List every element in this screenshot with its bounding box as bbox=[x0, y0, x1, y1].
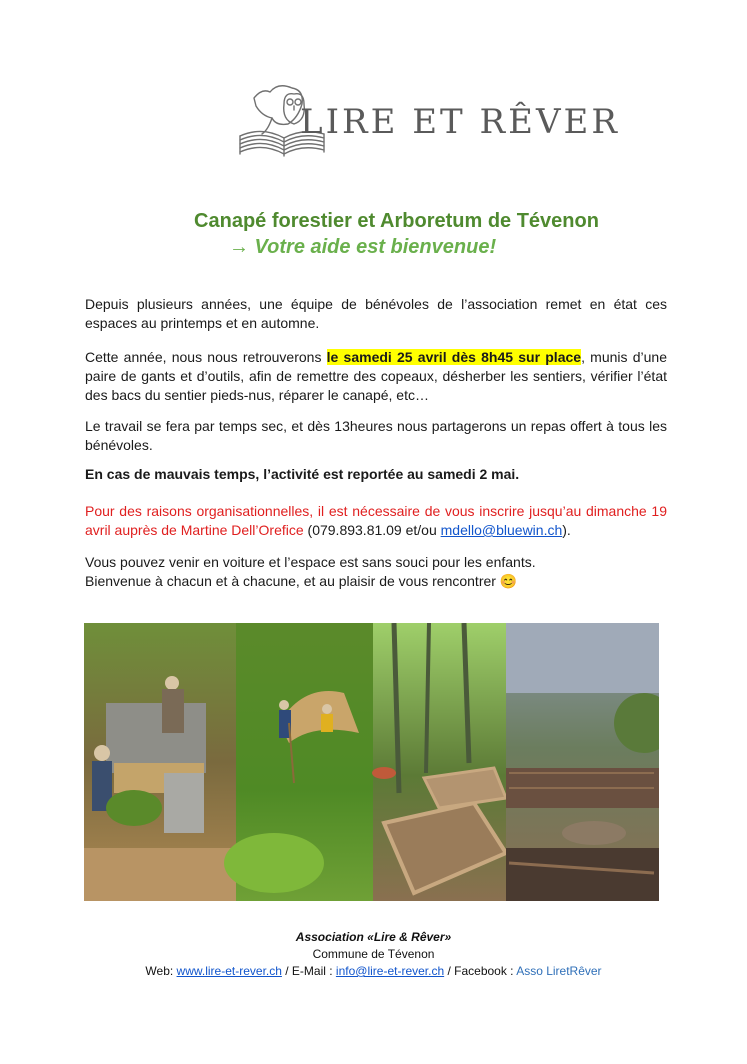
registration-phone: (079.893.81.09 et/ou bbox=[303, 522, 441, 538]
footer-association: Association «Lire & Rêver» bbox=[295, 930, 452, 944]
title-line2: → Votre aide est bienvenue! bbox=[229, 236, 497, 258]
registration-text: Pour des raisons organisationnelles, il est nécessaire de vous inscrire jusqu’au dimanche 19 avril auprès de Martine Dell’Orefice bbox=[85, 503, 667, 538]
registration-email-link[interactable]: mdello@bluewin.ch bbox=[440, 522, 563, 538]
welcome-line2 bbox=[85, 572, 667, 591]
page-title bbox=[0, 210, 747, 233]
registration-end: ). bbox=[562, 522, 571, 538]
welcome-line2-text: Bienvenue à chacun et à chacune, et au plaisir de vous rencontrer bbox=[85, 573, 496, 589]
paragraph-intro: Depuis plusieurs années, une équipe de bénévoles de l’association remet en état ces espaces au printemps et en automne. bbox=[85, 296, 667, 331]
footer-web-label: Web: bbox=[145, 964, 177, 978]
footer-web-link[interactable]: www.lire-et-rever.ch bbox=[176, 964, 282, 978]
photo-path bbox=[224, 623, 373, 901]
welcome-line1: Vous pouvez venir en voiture et l’espace est sans souci pour les enfants. bbox=[85, 554, 536, 570]
photo-forest-bins bbox=[372, 623, 506, 901]
paragraph-welcome bbox=[85, 553, 667, 591]
footer-facebook-link[interactable]: Asso LiretRêver bbox=[516, 964, 602, 978]
paragraph-meal: Le travail se fera par temps sec, et dès 13heures nous partagerons un repas offert à tous les bénévoles. bbox=[85, 418, 667, 453]
photo-canape bbox=[506, 623, 659, 901]
footer-email-link[interactable]: info@lire-et-rever.ch bbox=[335, 964, 445, 978]
footer-contacts bbox=[0, 963, 747, 980]
smiley-icon: 😊 bbox=[499, 573, 518, 589]
footer-facebook-label: / Facebook : bbox=[444, 964, 517, 978]
photo-trailer bbox=[84, 623, 236, 901]
footer-email-label: / E-Mail : bbox=[281, 964, 336, 978]
date-intro-text: Cette année, nous nous retrouverons bbox=[85, 349, 327, 365]
footer bbox=[0, 929, 747, 980]
paragraph-registration bbox=[85, 502, 667, 540]
photo-collage bbox=[84, 623, 659, 901]
date-highlight: le samedi 25 avril dès 8h45 sur place bbox=[326, 349, 582, 365]
footer-commune: Commune de Tévenon bbox=[312, 947, 435, 961]
title-line1: Canapé forestier et Arboretum de Tévenon bbox=[194, 210, 599, 232]
logo-text: LIRE ET RÊVER bbox=[300, 102, 620, 142]
paragraph-date bbox=[85, 348, 667, 405]
date-details-text: , munis d’une paire de gants et d’outils, afin de remettre des copeaux, désherber les sentiers, vérifier l’état des bacs du sentier pieds-nus, réparer le canapé, etc… bbox=[85, 349, 667, 403]
paragraph-weather: En cas de mauvais temps, l’activité est reportée au samedi 2 mai. bbox=[85, 466, 520, 482]
